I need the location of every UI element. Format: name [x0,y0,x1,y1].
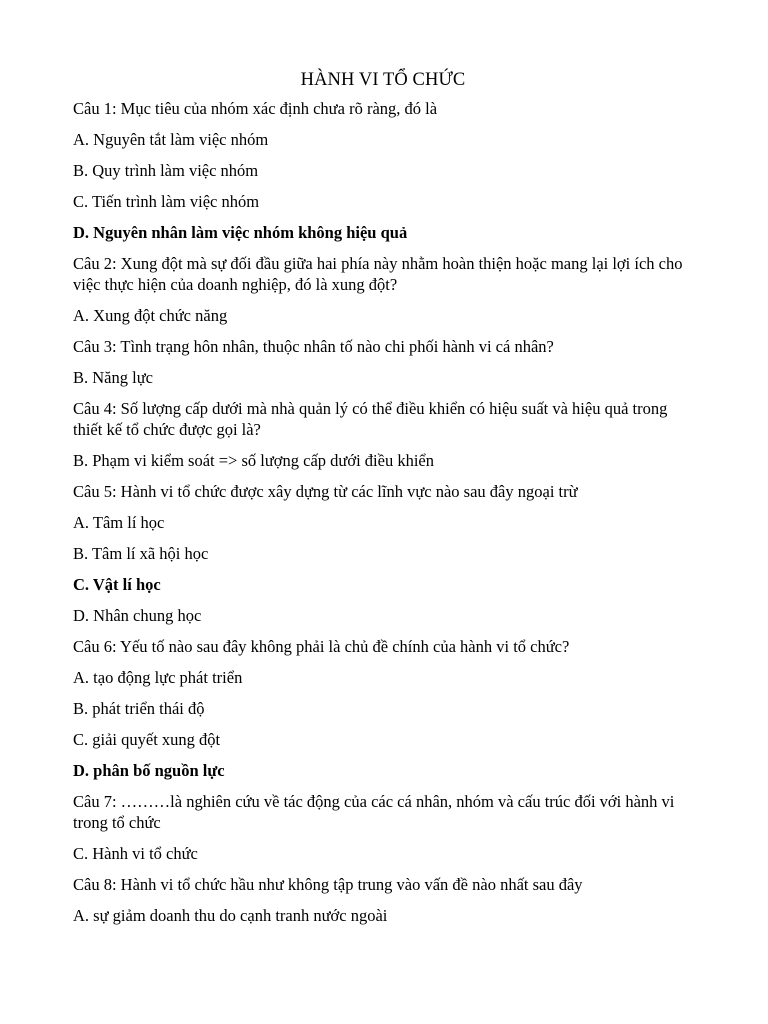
document-paragraph: Câu 6: Yếu tố nào sau đây không phải là chủ đề chính của hành vi tổ chức? [73,637,570,656]
document-paragraph: Câu 1: Mục tiêu của nhóm xác định chưa rõ ràng, đó là [73,99,438,118]
answer-highlighted: D. phân bố nguồn lực [73,761,225,780]
document-paragraph: Câu 8: Hành vi tổ chức hầu như không tập trung vào vấn đề nào nhất sau đây [73,875,583,894]
document-paragraph: A. Xung đột chức năng [73,306,228,325]
document-paragraph: Câu 3: Tình trạng hôn nhân, thuộc nhân tố nào chi phối hành vi cá nhân? [73,337,554,356]
document-paragraph: Câu 2: Xung đột mà sự đối đầu giữa hai phía này nhằm hoàn thiện hoặc mang lại lợi ích cho việc thực hiện của doanh nghiệp, đó là xung đột? [73,254,683,294]
document-paragraph: B. Quy trình làm việc nhóm [73,161,259,180]
answer-highlighted: C. Vật lí học [73,575,161,594]
document-paragraph: B. Tâm lí xã hội học [73,544,209,563]
paragraph-list [73,98,693,926]
document-paragraph: A. Nguyên tắt làm việc nhóm [73,130,269,149]
document-paragraph: B. Năng lực [73,368,153,387]
document-paragraph: C. Tiến trình làm việc nhóm [73,192,260,211]
document-paragraph: Câu 7: ………là nghiên cứu về tác động của các cá nhân, nhóm và cấu trúc đối với hành vi trong tổ chức [73,792,675,832]
document-paragraph: B. Phạm vi kiểm soát => số lượng cấp dưới điều khiển [73,451,434,470]
document-paragraph: B. phát triển thái độ [73,699,205,718]
document-paragraph: Câu 5: Hành vi tổ chức được xây dựng từ các lĩnh vực nào sau đây ngoại trừ [73,482,578,501]
document-paragraph: C. Hành vi tổ chức [73,844,198,863]
document-paragraph: A. sự giảm doanh thu do cạnh tranh nước ngoài [73,906,388,925]
document-paragraph: C. giải quyết xung đột [73,730,221,749]
answer-highlighted: D. Nguyên nhân làm việc nhóm không hiệu quả [73,223,408,242]
document-paragraph: D. Nhân chung học [73,606,202,625]
document-paragraph: A. tạo động lực phát triển [73,668,243,687]
document-paragraph: Câu 4: Số lượng cấp dưới mà nhà quản lý có thể điều khiển có hiệu suất và hiệu quả trong thiết kế tổ chức được gọi là? [73,399,668,439]
document-page [73,68,693,936]
document-title: HÀNH VI TỔ CHỨC [300,70,466,90]
document-paragraph: A. Tâm lí học [73,513,165,532]
